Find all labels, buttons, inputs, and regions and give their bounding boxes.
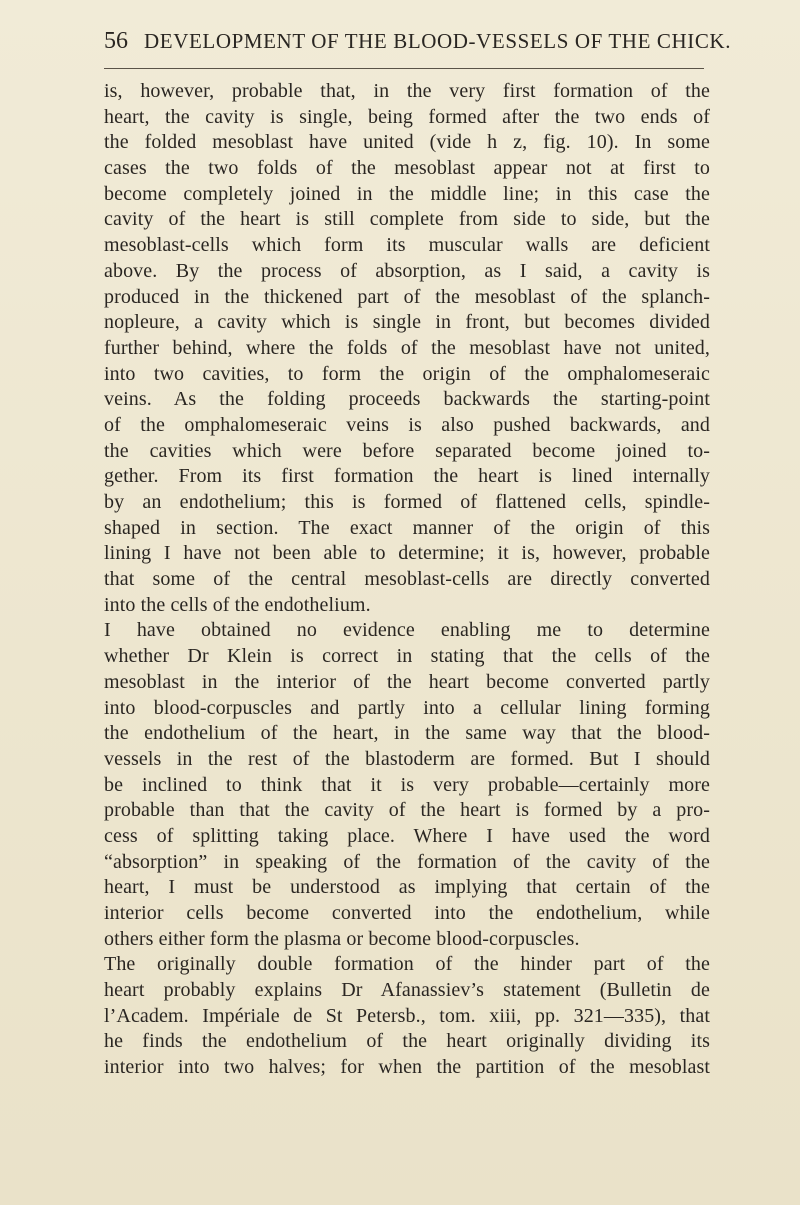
text-line: the folded mesoblast have united (vide h z, fig. 10). In some bbox=[104, 131, 710, 154]
text-line: heart, the cavity is single, being formed after the two ends of bbox=[104, 105, 710, 128]
page-number: 56 bbox=[104, 28, 128, 54]
text-line: by an endothelium; this is formed of flattened cells, spindle- bbox=[104, 491, 710, 513]
text-line: the endothelium of the heart, in the same way that the blood- bbox=[104, 722, 710, 745]
text-line: cavity of the heart is still complete from side to side, but the bbox=[104, 208, 710, 231]
text-line: is, however, probable that, in the very first formation of the bbox=[104, 80, 710, 102]
text-line: mesoblast-cells which form its muscular walls are deficient bbox=[104, 234, 710, 257]
text-line: become completely joined in the middle line; in this case the bbox=[104, 182, 710, 205]
text-line: further behind, where the folds of the mesoblast have not united, bbox=[104, 336, 710, 359]
text-line: the cavities which were before separated become joined to- bbox=[104, 439, 710, 462]
header-rule bbox=[104, 68, 704, 69]
body-text bbox=[104, 79, 710, 1081]
running-title: DEVELOPMENT OF THE BLOOD-VESSELS OF THE CHICK. bbox=[144, 29, 732, 53]
text-line: interior into two halves; for when the partition of the mesoblast bbox=[104, 1056, 710, 1079]
text-line: nopleure, a cavity which is single in front, but becomes divided bbox=[104, 311, 710, 334]
text-line: veins. As the folding proceeds backwards the starting-point bbox=[104, 388, 710, 411]
text-line: others either form the plasma or become blood-corpuscles. bbox=[104, 927, 580, 950]
text-line: I have obtained no evidence enabling me to determine bbox=[104, 619, 710, 642]
text-line: produced in the thickened part of the mesoblast of the splanch- bbox=[104, 285, 710, 308]
text-line: into blood-corpuscles and partly into a cellular lining forming bbox=[104, 696, 710, 719]
text-line: he finds the endothelium of the heart originally dividing its bbox=[104, 1030, 710, 1053]
running-head bbox=[104, 28, 732, 62]
text-line: The originally double formation of the hinder part of the bbox=[104, 953, 710, 976]
text-line: of the omphalomeseraic veins is also pushed backwards, and bbox=[104, 413, 710, 436]
text-line: l’Academ. Impériale de St Petersb., tom. xiii, pp. 321—335), that bbox=[104, 1004, 710, 1027]
text-line: that some of the central mesoblast-cells are directly converted bbox=[104, 568, 710, 591]
text-line: into two cavities, to form the origin of the omphalomeseraic bbox=[104, 362, 710, 385]
text-line: cess of splitting taking place. Where I have used the word bbox=[104, 824, 710, 847]
text-line: lining I have not been able to determine; it is, however, probable bbox=[104, 542, 710, 565]
text-line: whether Dr Klein is correct in stating that the cells of the bbox=[104, 645, 710, 668]
text-line: into the cells of the endothelium. bbox=[104, 593, 371, 616]
text-line: gether. From its first formation the heart is lined internally bbox=[104, 465, 710, 488]
text-line: “absorption” in speaking of the formation of the cavity of the bbox=[104, 850, 710, 873]
text-line: interior cells become converted into the endothelium, while bbox=[104, 902, 710, 924]
text-line: probable than that the cavity of the heart is formed by a pro- bbox=[104, 799, 710, 822]
text-line: cases the two folds of the mesoblast appear not at first to bbox=[104, 157, 710, 180]
text-line: heart probably explains Dr Afanassiev’s statement (Bulletin de bbox=[104, 979, 710, 1002]
text-line: vessels in the rest of the blastoderm are formed. But I should bbox=[104, 747, 710, 770]
text-line: mesoblast in the interior of the heart become converted partly bbox=[104, 670, 710, 693]
text-line: shaped in section. The exact manner of the origin of this bbox=[104, 516, 710, 539]
text-line: be inclined to think that it is very probable—certainly more bbox=[104, 773, 710, 796]
text-line: heart, I must be understood as implying that certain of the bbox=[104, 876, 710, 899]
text-line: above. By the process of absorption, as I said, a cavity is bbox=[104, 259, 710, 282]
